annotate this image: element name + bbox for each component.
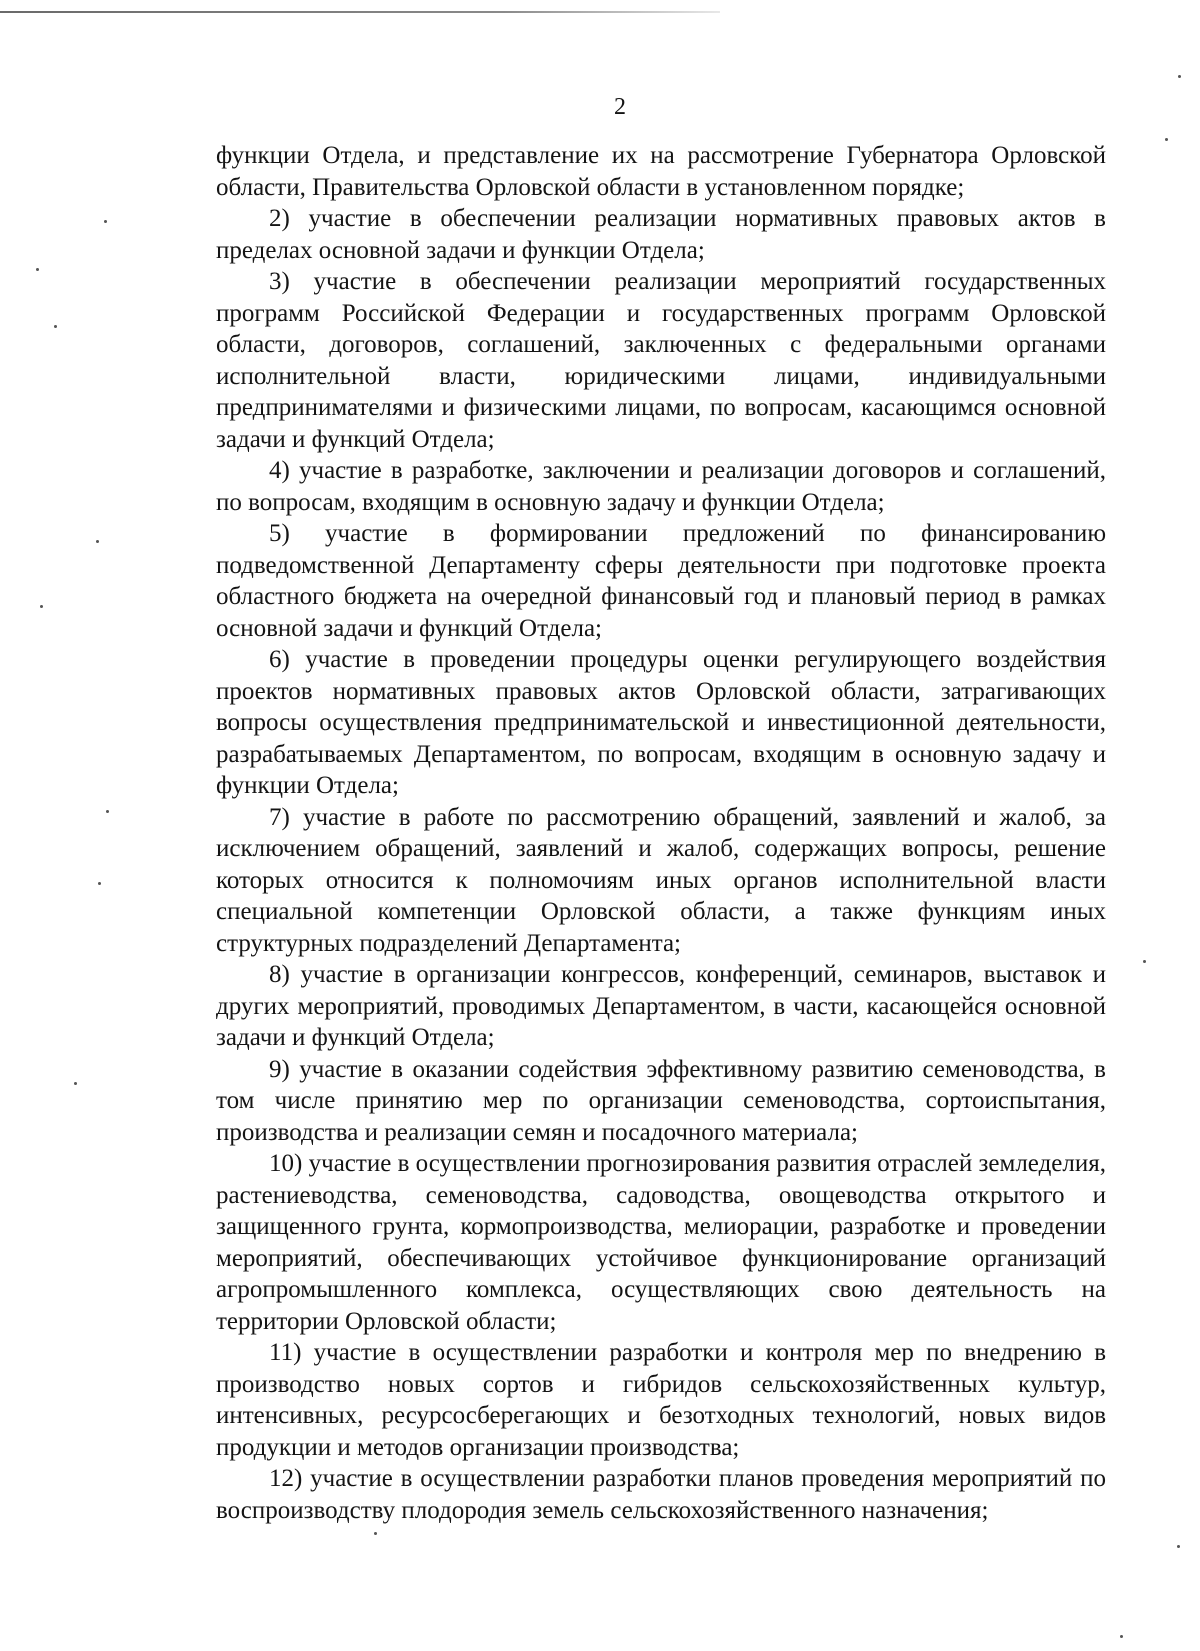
- scan-speck: [54, 325, 57, 328]
- scan-speck: [1177, 1545, 1180, 1548]
- list-item-9: 9) участие в оказании содействия эффективному развитию семеноводства, в том числе принятию мер по организации семеноводства, сортоиспытания, производства и реализации семян и посадочного материала;: [216, 1055, 1106, 1146]
- list-item-10: 10) участие в осуществлении прогнозирования развития отраслей земледелия, растениеводства, семеноводства, садоводства, овощеводства открытого и защищенного грунта, кормопроизводства, мелиорации, разработке и проведении мероприятий, обеспечивающих устойчивое функционирование организаций агропромышленного комплекса, осуществляющих свою деятельность на территории Орловской области;: [216, 1150, 1106, 1335]
- scan-speck: [1120, 1635, 1123, 1638]
- list-item-8: 8) участие в организации конгрессов, конференций, семинаров, выставок и других мероприятий, проводимых Департаментом, в части, касающейся основной задачи и функций Отдела;: [216, 961, 1106, 1051]
- scan-speck: [104, 220, 107, 223]
- list-item-11: 11) участие в осуществлении разработки и контроля мер по внедрению в производство новых сортов и гибридов сельскохозяйственных культур, интенсивных, ресурсосберегающих и безотходных технологий, новых видов продукции и методов организации производства;: [216, 1339, 1106, 1461]
- scan-speck: [106, 810, 109, 813]
- scan-speck: [374, 1532, 377, 1535]
- list-item-3: 3) участие в обеспечении реализации мероприятий государственных программ Российской Федерации и государственных программ Орловской области, договоров, соглашений, заключенных с федеральными органами исполнительной власти, юридическими лицами, индивидуальными предпринимателями и физическими лицами, по вопросам, касающимся основной задачи и функций Отдела;: [216, 268, 1106, 453]
- scan-speck: [36, 268, 39, 271]
- scan-edge-line: [0, 11, 720, 13]
- document-body: [216, 140, 1106, 1526]
- paragraph-continuation: функции Отдела, и представление их на рассмотрение Губернатора Орловской области, Правительства Орловской области в установленном порядке;: [216, 142, 1106, 201]
- scan-speck: [96, 540, 99, 543]
- scan-speck: [74, 1082, 77, 1085]
- list-item-2: 2) участие в обеспечении реализации нормативных правовых актов в пределах основной задачи и функции Отдела;: [216, 205, 1106, 264]
- page-number: 2: [614, 94, 626, 120]
- scan-speck: [1165, 138, 1168, 141]
- list-item-5: 5) участие в формировании предложений по финансированию подведомственной Департаменту сферы деятельности при подготовке проекта областного бюджета на очередной финансовый год и плановый период в рамках основной задачи и функций Отдела;: [216, 520, 1106, 642]
- scan-speck: [1178, 75, 1181, 78]
- list-item-4: 4) участие в разработке, заключении и реализации договоров и соглашений, по вопросам, входящим в основную задачу и функции Отдела;: [216, 457, 1106, 516]
- list-item-6: 6) участие в проведении процедуры оценки регулирующего воздействия проектов нормативных правовых актов Орловской области, затрагивающих вопросы осуществления предпринимательской и инвестиционной деятельности, разрабатываемых Департаментом, по вопросам, входящим в основную задачу и функции Отдела;: [216, 646, 1106, 799]
- scan-speck: [1143, 960, 1146, 963]
- scan-speck: [40, 605, 43, 608]
- list-item-12: 12) участие в осуществлении разработки планов проведения мероприятий по воспроизводству плодородия земель сельскохозяйственного назначения;: [216, 1465, 1106, 1524]
- scan-speck: [98, 882, 101, 885]
- list-item-7: 7) участие в работе по рассмотрению обращений, заявлений и жалоб, за исключением обращений, заявлений и жалоб, содержащих вопросы, решение которых относится к полномочиям иных органов исполнительной власти специальной компетенции Орловской области, а также функциям иных структурных подразделений Департамента;: [216, 803, 1106, 957]
